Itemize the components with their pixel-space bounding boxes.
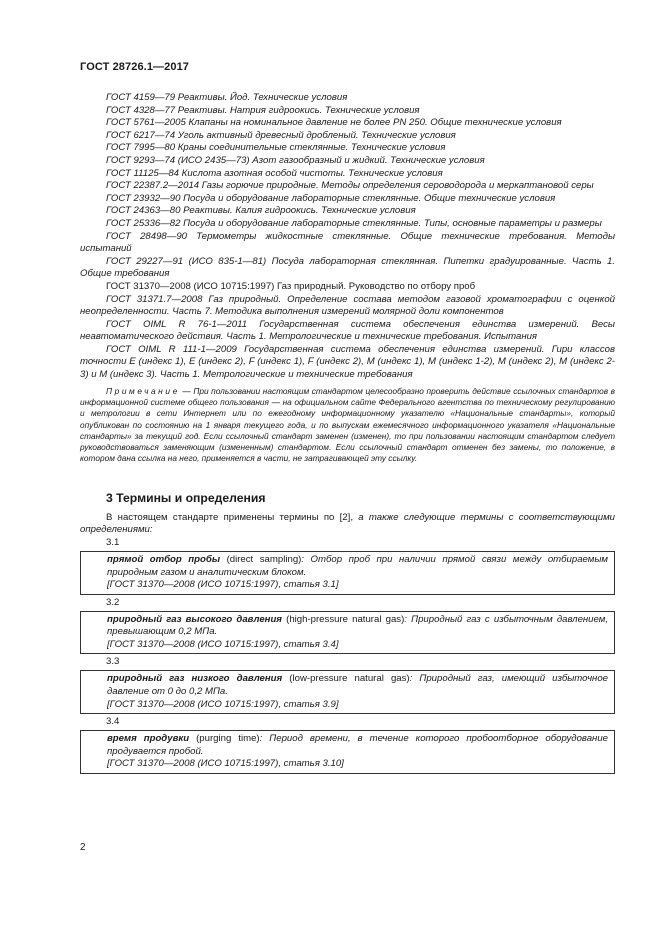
reference-item: ГОСТ 28498—90 Термометры жидкостные стеклянные. Общие технические требования. Методы испытаний bbox=[80, 230, 615, 255]
term-box bbox=[80, 611, 615, 655]
term-box bbox=[80, 670, 615, 714]
term-english: (purging time) bbox=[189, 733, 260, 745]
term-box bbox=[80, 551, 615, 595]
reference-item: ГОСТ 4159—79 Реактивы. Йод. Технические условия bbox=[106, 92, 348, 103]
terms-list bbox=[80, 537, 615, 774]
reference-item: ГОСТ 31370—2008 (ИСО 10715:1997) Газ природный. Руководство по отбору проб bbox=[106, 280, 476, 292]
reference-item: ГОСТ 23932—90 Посуда и оборудование лабораторные стеклянные. Общие технические условия bbox=[106, 192, 556, 204]
reference-item: ГОСТ 5761—2005 Клапаны на номинальное давление не более PN 250. Общие технические условия bbox=[106, 117, 562, 129]
reference-item: ГОСТ 29227—91 (ИСО 835-1—81) Посуда лабораторная стеклянная. Пипетки градуированные. Часть 1. Общие требования bbox=[80, 255, 615, 280]
term-source: [ГОСТ 31370—2008 (ИСО 10715:1997), статья 3.10] bbox=[107, 758, 344, 770]
note-label: Примечание bbox=[106, 385, 180, 396]
intro-plain: В настоящем стандарте применены термины по [2], bbox=[106, 511, 359, 523]
intro-italic: а также следующие термины с соответствующими определениями: bbox=[80, 511, 615, 536]
term-number: 3.4 bbox=[106, 716, 120, 728]
term-source: [ГОСТ 31370—2008 (ИСО 10715:1997), статья 3.4] bbox=[107, 638, 339, 650]
term-english: (direct sampling) bbox=[220, 553, 302, 565]
page-number: 2 bbox=[80, 842, 86, 853]
term-name: время продувки bbox=[107, 733, 190, 745]
note-paragraph bbox=[80, 386, 615, 465]
term-definition bbox=[107, 614, 608, 639]
page-content bbox=[80, 92, 615, 776]
term-definition-text: : Природный газ, имеющий избыточное давление от 0 до 0,2 МПа. bbox=[107, 673, 609, 698]
term-name: природный газ высокого давления bbox=[107, 613, 282, 625]
term-name: прямой отбор пробы bbox=[107, 553, 221, 565]
section-intro bbox=[80, 512, 615, 537]
term-definition-text: : Период времени, в течение которого пробоотборное оборудование продувается пробой. bbox=[107, 733, 608, 757]
term-name: природный газ низкого давления bbox=[107, 673, 283, 685]
term-english: (high-pressure natural gas) bbox=[281, 613, 405, 625]
reference-item: ГОСТ 11125—84 Кислота азотная особой чистоты. Технические условия bbox=[106, 167, 443, 179]
term-definition bbox=[107, 554, 608, 579]
term-number: 3.2 bbox=[106, 596, 120, 608]
section-title: 3 Термины и определения bbox=[106, 490, 266, 505]
term-source: [ГОСТ 31370—2008 (ИСО 10715:1997), статья 3.9] bbox=[107, 698, 339, 710]
reference-item: ГОСТ OIML R 111-1—2009 Государственная система обеспечения единства измерений. Гири классов точности E (индекс 1), E (индекс 2), F (индекс 1), F (индекс 2), M (индекс 1), M (индекс 1-2), M (индекс 2), M (индекс 2-3) и M (индекс 3). Часть 1. Метрологические и технические требования bbox=[80, 343, 615, 381]
reference-item: ГОСТ 4328—77 Реактивы. Натрия гидроокись. Технические условия bbox=[106, 104, 420, 116]
term-source: [ГОСТ 31370—2008 (ИСО 10715:1997), статья 3.1] bbox=[107, 579, 339, 591]
reference-item: ГОСТ 24363—80 Реактивы. Калия гидроокись. Технические условия bbox=[106, 205, 416, 217]
term-number: 3.3 bbox=[106, 656, 120, 668]
reference-item: ГОСТ 9293—74 (ИСО 2435—73) Азот газообразный и жидкий. Технические условия bbox=[106, 154, 485, 166]
note-text: — При пользовании настоящим стандартом целесообразно проверить действие ссылочных стандартов в информационной системе общего пользования — на официальном сайте Федерального агентства по техническому регулированию и метрологии в сети Интернет или по ежегодному информационному указателю «Национальные стандарты», который опубликован по состоянию на 1 января текущего года, и по выпускам ежемесячного информационного указателя «Национальные стандарты» за текущий год. Если ссылочный стандарт заменен (изменен), то при пользовании настоящим стандартом следует руководствоваться заменяющим (измененным) стандартом. Если ссылочный стандарт отменен без замены, то положение, в котором дана ссылка на него, применяется в части, не затрагивающей эту ссылку. bbox=[80, 385, 615, 464]
reference-item: ГОСТ 6217—74 Уголь активный древесный дробленый. Технические условия bbox=[106, 129, 456, 141]
reference-item: ГОСТ 25336—82 Посуда и оборудование лабораторные стеклянные. Типы, основные параметры и размеры bbox=[106, 217, 602, 229]
normative-references bbox=[80, 92, 615, 382]
term-definition-text: : Природный газ с избыточным давлением, превышающим 0,2 МПа. bbox=[107, 613, 608, 638]
reference-item: ГОСТ 7995—80 Краны соединительные стеклянные. Технические условия bbox=[106, 142, 446, 154]
document-header: ГОСТ 28726.1—2017 bbox=[80, 61, 190, 73]
reference-item: ГОСТ OIML R 76-1—2011 Государственная система обеспечения единства измерений. Весы неавтоматического действия. Часть 1. Метрологические и технические требования. Испытания bbox=[80, 318, 615, 343]
term-definition bbox=[107, 733, 608, 758]
term-box bbox=[80, 730, 615, 774]
reference-item: ГОСТ 22387.2—2014 Газы горючие природные. Методы определения сероводорода и меркаптановой серы bbox=[106, 180, 594, 192]
term-definition bbox=[107, 673, 608, 698]
reference-item: ГОСТ 31371.7—2008 Газ природный. Определение состава методом газовой хроматографии с оценкой неопределенности. Часть 7. Методика выполнения измерений молярной доли компонентов bbox=[80, 293, 615, 318]
term-number: 3.1 bbox=[106, 536, 120, 548]
term-definition-text: : Отбор проб при наличии прямой связи между отбираемым природным газом и аналитическим блоком. bbox=[107, 553, 608, 578]
term-english: (low-pressure natural gas) bbox=[282, 673, 410, 685]
